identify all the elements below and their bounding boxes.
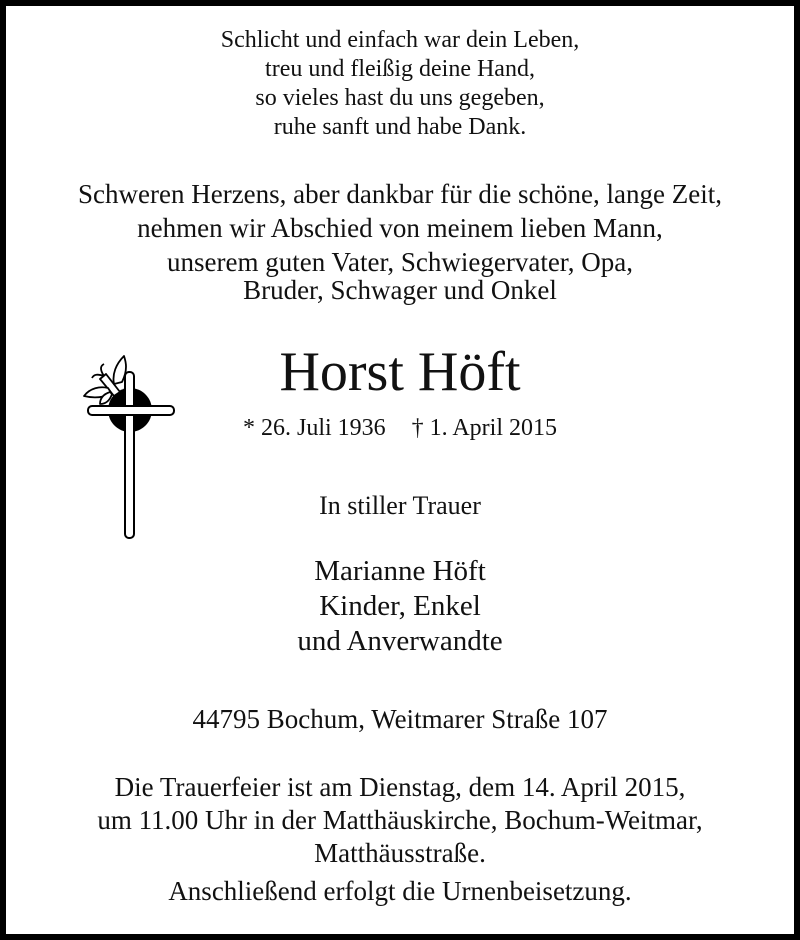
poem-line: so vieles hast du uns gegeben, xyxy=(255,85,545,111)
life-dates xyxy=(6,414,794,442)
mourning-heading: In stiller Trauer xyxy=(319,491,481,520)
poem-line: treu und fleißig deine Hand, xyxy=(265,56,535,82)
intro-line: nehmen wir Abschied von meinem lieben Mann, xyxy=(137,213,663,243)
intro-line: unserem guten Vater, Schwiegervater, Opa, xyxy=(167,247,633,277)
address: 44795 Bochum, Weitmarer Straße 107 xyxy=(192,704,608,734)
birth-date: * 26. Juli 1936 xyxy=(242,415,386,441)
death-date: † 1. April 2015 xyxy=(411,415,558,441)
burial-note: Anschließend erfolgt die Urnenbeisetzung. xyxy=(168,876,632,906)
poem-line: Schlicht und einfach war dein Leben, xyxy=(220,27,580,53)
obituary-notice xyxy=(6,6,794,934)
mourner-line: und Anverwandte xyxy=(297,625,503,657)
poem-line: ruhe sanft und habe Dank. xyxy=(273,114,527,140)
funeral-line: Matthäusstraße. xyxy=(314,838,486,868)
intro-line: Schweren Herzens, aber dankbar für die schöne, lange Zeit, xyxy=(78,179,722,209)
funeral-line: um 11.00 Uhr in der Matthäuskirche, Bochum-Weitmar, xyxy=(97,805,703,835)
funeral-line: Die Trauerfeier ist am Dienstag, dem 14. April 2015, xyxy=(114,772,686,802)
deceased-name: Horst Höft xyxy=(279,341,521,403)
mourner-line: Kinder, Enkel xyxy=(319,590,481,622)
intro-line: Bruder, Schwager und Onkel xyxy=(243,275,557,305)
mourner-line: Marianne Höft xyxy=(314,555,486,587)
